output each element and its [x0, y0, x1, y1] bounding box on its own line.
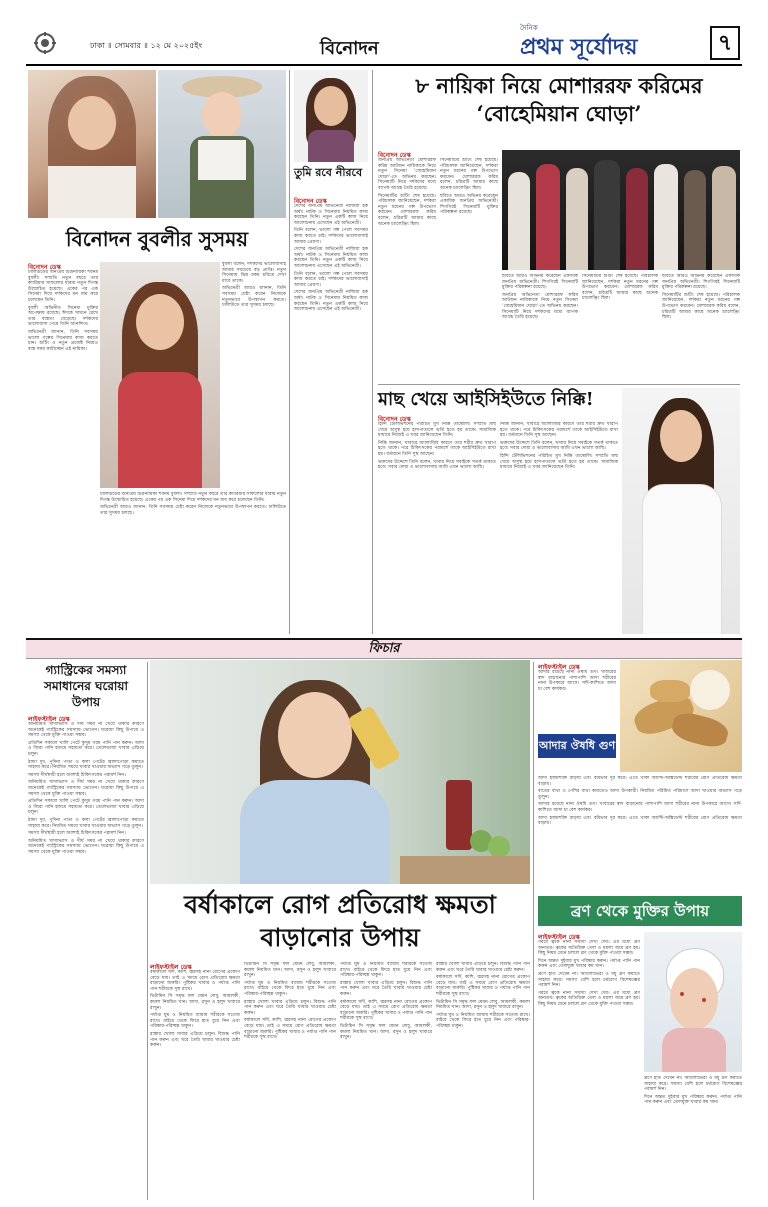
bubly-body-col3 [100, 492, 286, 634]
ginger-paragraph: বাতের ব্যথা ও পেশির ব্যথা কমাতেও আদা উপকারী। নিয়মিত পরিমিত পরিমাণে আদা খাওয়ার অভ্যাস গড়ে তুলুন। [538, 789, 742, 800]
article-divider [378, 384, 740, 385]
column-divider [372, 70, 373, 634]
bubly-headline-box [28, 222, 286, 262]
ginger-paragraph: আদার রয়েছে নানা ঔষধি গুণ। খাবারের স্বাদ বাড়ানোর পাশাপাশি আদা শরীরের নানা উপকারে আসে। সর্দি-কাশিতে আদা চা বেশ কার্যকর। [538, 802, 742, 813]
column-divider [147, 662, 148, 1200]
tumi-robe-headline: তুমি রবে নীরবে [294, 166, 363, 179]
monsoon-paragraph: ভিটামিন সি সমৃদ্ধ ফল যেমন লেবু, আমলকী, কমলা নিয়মিত খান। আদা, রসুন ও হলুদ খাবারে রাখুন। [244, 962, 336, 979]
ginger-body [538, 776, 742, 888]
monsoon-paragraph: রাস্তার খোলা খাবার এড়িয়ে চলুন। বিশুদ্ধ পানি পান করুন এবং ঘরে তৈরি খাবার খাওয়ার চেষ্টা করুন। [340, 980, 432, 997]
tumi-robe-paragraph: দেশের জনপ্রিয় অভিনেত্রী নাজিয়া হক অর্ষা। নাটক ও সিনেমায় নিয়মিত কাজ করছেন তিনি। নতুন একটি কাজ নিয়ে আলোচনায় এসেছেন এই অভিনেত্রী। [294, 290, 368, 313]
bubly-photo-2 [158, 70, 286, 218]
bubly-headline: বিনোদন বুবলীর সুসময় [65, 227, 249, 251]
bohemian-paragraph: ছবিতে আরও অভিনয় করেছেন একাধিক জনপ্রিয় অভিনেত্রী। শিগগিরই সিনেমাটি মুক্তির পরিকল্পনা রয়েছে। [502, 274, 578, 291]
bubly-photo-3 [100, 262, 220, 488]
gastric-paragraph: ঠান্ডা দুধ, পুদিনা পাতা ও কলা পেটের জ্বালাপোড়া কমাতে সাহায্য করে। নিয়মিত সময়ে খাবার খাওয়ার অভ্যাস গড়ে তুলুন। [28, 817, 144, 829]
acne-paragraph: দিনে অন্তত দুইবার মুখ পরিষ্কার করুন। পর্যাপ্ত পানি পান করুন এবং তেলযুক্ত খাবার কম খান। [644, 1094, 742, 1106]
acne-headline-box [538, 896, 742, 926]
ginger-headline-box [538, 734, 616, 758]
bohemian-paragraph: জনপ্রিয় অভিনেতা মোশাররফ করিম আটজন নায়িকাকে নিয়ে নতুন সিনেমা ‘বোহেমিয়ান ঘোড়া’-তে অভিনয় করছেন। সিনেমাটি নিয়ে দর্শকদের মধ্যে ব্যাপক আগ্রহ তৈরি হয়েছে। [502, 292, 578, 321]
monsoon-paragraph: রাস্তার খোলা খাবার এড়িয়ে চলুন। বিশুদ্ধ পানি পান করুন এবং ঘরে তৈরি খাবার খাওয়ার চেষ্টা করুন। [244, 999, 336, 1016]
acne-headline: ব্রণ থেকে মুক্তির উপায় [570, 902, 710, 920]
gastric-body [28, 722, 144, 1200]
bohemian-paragraph: জনপ্রিয় অভিনেতা মোশাররফ করিম আটজন নায়িকাকে নিয়ে নতুন সিনেমা ‘বোহেমিয়ান ঘোড়া’-তে অভিনয় করছেন। সিনেমাটি নিয়ে দর্শকদের মধ্যে ব্যাপক আগ্রহ তৈরি হয়েছে। [378, 158, 436, 191]
tumi-robe-paragraph: দেশের জনপ্রিয় অভিনেত্রী নাজিয়া হক অর্ষা। নাটক ও সিনেমায় নিয়মিত কাজ করছেন তিনি। নতুন একটি কাজ নিয়ে আলোচনায় এসেছেন এই অভিনেত্রী। [294, 247, 368, 269]
tumi-robe-body [294, 204, 368, 634]
monsoon-paragraph: পর্যাপ্ত ঘুম ও নিয়মিত ব্যায়াম শরীরকে সতেজ রাখে। বাইরে থেকে ফিরে হাত ধুয়ে নিন এবং পরিষ্কার-পরিচ্ছন্ন থাকুন। [150, 1013, 240, 1030]
acne-body-col1 [538, 940, 640, 1200]
monsoon-paragraph: পর্যাপ্ত ঘুম ও নিয়মিত ব্যায়াম শরীরকে সতেজ রাখে। বাইরে থেকে ফিরে হাত ধুয়ে নিন এবং পরিষ্কার-পরিচ্ছন্ন থাকুন। [244, 980, 336, 997]
bohemian-byline: বিনোদন ডেস্ক [378, 152, 411, 159]
bubly-body-col2 [222, 262, 286, 488]
monsoon-body-col2 [244, 962, 336, 1200]
nikki-headline: মাছ খেয়ে আইসিইউতে নিক্কি! [378, 389, 594, 410]
bubly-body-col1 [28, 270, 98, 635]
monsoon-body-col4 [436, 962, 530, 1200]
header-divider [26, 64, 742, 66]
section-emblem-icon [34, 32, 56, 54]
bohemian-body-col2 [440, 158, 498, 380]
acne-byline: লাইফস্টাইল ডেস্ক [538, 934, 580, 941]
monsoon-paragraph: বর্ষাকালে সর্দি, কাশি, জ্বরসহ নানা রোগের প্রকোপ বেড়ে যায়। তাই এ সময়ে রোগ প্রতিরোধ ক্ষমতা বাড়ানো জরুরি। পুষ্টিকর খাবার ও পর্যাপ্ত পানি পান শরীরকে সুস্থ রাখে। [244, 1018, 336, 1041]
monsoon-byline: লাইফস্টাইল ডেস্ক [150, 964, 192, 971]
bubly-byline: বিনোদন ডেস্ক [28, 264, 61, 271]
bohemian-paragraph: সিনেমাটির শুটিং শেষ হয়েছে। পরিচালক জানিয়েছেন, দর্শকরা নতুন ধরনের গল্প উপভোগ করবেন। মোশাররফ করিম বলেন, চরিত্রটি আমার কাছে অনেক চ্যালেঞ্জিং ছিল। [582, 274, 658, 302]
monsoon-headline: বর্ষাকালে রোগ প্রতিরোধ ক্ষমতা বাড়ানোর উপায় [184, 890, 496, 952]
acne-photo [644, 932, 742, 1072]
ginger-paragraph: আদা হজমশক্তি বাড়ায় এবং বমিভাব দূর করে। এতে থাকা অ্যান্টি-অক্সিডেন্ট শরীরের রোগ প্রতিরোধ ক্ষমতা বাড়ায়। [538, 776, 742, 787]
ginger-headline: আদার ঔষধি গুণ [538, 739, 616, 752]
ginger-photo [620, 660, 742, 772]
masthead-tagline: দৈনিক [520, 24, 538, 32]
masthead-name: প্রথম সূর্যোদয় [520, 34, 638, 60]
nikki-body-col2 [500, 422, 618, 634]
feature-section-label: ফিচার [368, 641, 400, 656]
tumi-robe-byline: বিনোদন ডেস্ক [294, 198, 327, 205]
bohemian-paragraph: ছবিতে আরও অভিনয় করেছেন একাধিক জনপ্রিয় অভিনেত্রী। শিগগিরই সিনেমাটি মুক্তির পরিকল্পনা রয়েছে। [662, 274, 740, 291]
monsoon-paragraph: বর্ষাকালে সর্দি, কাশি, জ্বরসহ নানা রোগের প্রকোপ বেড়ে যায়। তাই এ সময়ে রোগ প্রতিরোধ ক্ষমতা বাড়ানো জরুরি। পুষ্টিকর খাবার ও পর্যাপ্ত পানি পান শরীরকে সুস্থ রাখে। [436, 975, 530, 997]
bohemian-body-col4 [582, 274, 658, 380]
bubly-paragraph: বুবলী অভিনীত সিনেমা মুক্তির অপেক্ষায় রয়েছে। ঈদকে সামনে রেখে তার ব্যস্ততা বেড়েছে। দর্শকদের ভালোবাসা পেয়ে তিনি আনন্দিত। [28, 305, 98, 328]
column-divider [289, 70, 290, 634]
bohemian-body-col1 [378, 158, 436, 380]
bubly-photo-1 [28, 70, 156, 218]
nikki-body-col1 [378, 422, 496, 634]
ginger-byline: লাইফস্টাইল ডেস্ক [538, 664, 580, 671]
monsoon-paragraph: ভিটামিন সি সমৃদ্ধ ফল যেমন লেবু, আমলকী, কমলা নিয়মিত খান। আদা, রসুন ও হলুদ খাবারে রাখুন। [340, 1023, 432, 1041]
page-number-value: ৭ [717, 30, 733, 56]
acne-body-col2 [644, 1076, 742, 1200]
tumi-robe-paragraph: তিনি বলেন, ভালো গল্প পেলে সবসময় কাজ করতে চাই। দর্শকদের ভালোবাসাই আমার প্রেরণা। [294, 228, 368, 245]
acne-paragraph: ব্রণে হাত দেবেন না। অ্যালোভেরা ও মধু ব্রণ কমাতে সাহায্য করে। সমস্যা বেশি হলে চর্মরোগ বিশেষজ্ঞের পরামর্শ নিন। [538, 971, 640, 989]
tumi-robe-paragraph: তিনি বলেন, ভালো গল্প পেলে সবসময় কাজ করতে চাই। দর্শকদের ভালোবাসাই আমার প্রেরণা। [294, 271, 368, 288]
ginger-paragraph: আদার রয়েছে নানা ঔষধি গুণ। খাবারের স্বাদ বাড়ানোর পাশাপাশি আদা শরীরের নানা উপকারে আসে। সর্দি-কাশিতে আদা চা বেশ কার্যকর। [538, 670, 616, 692]
monsoon-paragraph: পর্যাপ্ত ঘুম ও নিয়মিত ব্যায়াম শরীরকে সতেজ রাখে। বাইরে থেকে ফিরে হাত ধুয়ে নিন এবং পরিষ্কার-পরিচ্ছন্ন থাকুন। [436, 1012, 530, 1029]
gastric-paragraph: ঠান্ডা দুধ, পুদিনা পাতা ও কলা পেটের জ্বালাপোড়া কমাতে সাহায্য করে। নিয়মিত সময়ে খাবার খাওয়ার অভ্যাস গড়ে তুলুন। [28, 759, 144, 771]
gastric-paragraph: অনিয়মিত খাদ্যাভ্যাস ও দীর্ঘ সময় না খেয়ে থাকার কারণে অনেকেই গ্যাস্ট্রিকের সমস্যায় ভোগেন। ঘরোয়া কিছু উপায়ে এ সমস্যা থেকে মুক্তি পাওয়া সম্ভব। [28, 722, 144, 739]
bohemian-cast-photo [502, 150, 740, 270]
gastric-paragraph: প্রতিদিন সকালে খালি পেটে কুসুম গরম পানি পান করুন। আদা ও জিরা পানি হজমে সহায়তা করে। তেলেভাজা খাবার এড়িয়ে চলুন। [28, 799, 144, 816]
date-line: ঢাকা ॥ সোমবার ॥ ১২ মে ২০২৫ইং [90, 41, 203, 50]
monsoon-paragraph: পর্যাপ্ত ঘুম ও নিয়মিত ব্যায়াম শরীরকে সতেজ রাখে। বাইরে থেকে ফিরে হাত ধুয়ে নিন এবং পরিষ্কার-পরিচ্ছন্ন থাকুন। [340, 962, 432, 979]
bohemian-paragraph: সিনেমাটির শুটিং শেষ হয়েছে। পরিচালক জানিয়েছেন, দর্শকরা নতুন ধরনের গল্প উপভোগ করবেন। মোশাররফ করিম বলেন, চরিত্রটি আমার কাছে অনেক চ্যালেঞ্জিং ছিল। [378, 193, 436, 227]
nikki-photo [622, 388, 740, 634]
monsoon-body-col3 [340, 962, 432, 1200]
masthead-logo [520, 22, 700, 62]
bohemian-paragraph: সিনেমাটির শুটিং শেষ হয়েছে। পরিচালক জানিয়েছেন, দর্শকরা নতুন ধরনের গল্প উপভোগ করবেন। মোশাররফ করিম বলেন, চরিত্রটি আমার কাছে অনেক চ্যালেঞ্জিং ছিল। [662, 292, 740, 321]
gastric-paragraph: সমস্যা দীর্ঘস্থায়ী হলে অবশ্যই চিকিৎসকের পরামর্শ নিন। [28, 831, 126, 837]
acne-paragraph: ব্রণে হাত দেবেন না। অ্যালোভেরা ও মধু ব্রণ কমাতে সাহায্য করে। সমস্যা বেশি হলে চর্মরোগ বিশেষজ্ঞের পরামর্শ নিন। [644, 1076, 742, 1093]
gastric-headline: গ্যাস্ট্রিকের সমস্যা সমাধানের ঘরোয়া উপায় [44, 663, 128, 709]
bubly-paragraph: ঢালিউডের জনপ্রিয় চিত্রনায়িকা শবনম বুবলী। সম্প্রতি নতুন বছরে তার ক্যারিয়ার সাফল্যের ধারায় নতুন দিগন্ত উন্মোচিত হয়েছে। একের পর এক সিনেমা দিয়ে দর্শকদের মন জয় করে চলেছেন তিনি। [28, 270, 98, 303]
nikki-paragraph: ভক্তদের উদ্দেশে তিনি বলেন, খাবার নিয়ে সবাইকে সতর্ক থাকতে হবে। সবার দোয়া ও ভালোবাসায় আমি এখন ভালো আছি। [500, 440, 618, 452]
acne-paragraph: গরমে ত্বকে নানা সমস্যা দেখা দেয়। এর মধ্যে ব্রণ অন্যতম। ত্বকের অতিরিক্ত তেল ও ময়লা জমে ব্রণ হয়। কিছু নিয়ম মেনে চললে ব্রণ থেকে মুক্তি পাওয়া সম্ভব। [538, 990, 640, 1007]
bohemian-paragraph: সিনেমাটির শুটিং শেষ হয়েছে। পরিচালক জানিয়েছেন, দর্শকরা নতুন ধরনের গল্প উপভোগ করবেন। মোশাররফ করিম বলেন, চরিত্রটি আমার কাছে অনেক চ্যালেঞ্জিং ছিল। [440, 158, 498, 191]
monsoon-paragraph: রাস্তার খোলা খাবার এড়িয়ে চলুন। বিশুদ্ধ পানি পান করুন এবং ঘরে তৈরি খাবার খাওয়ার চেষ্টা করুন। [436, 962, 530, 973]
nikki-paragraph: ভক্তদের উদ্দেশে তিনি বলেন, খাবার নিয়ে সবাইকে সতর্ক থাকতে হবে। সবার দোয়া ও ভালোবাসায় আমি এখন ভালো আছি। [378, 459, 496, 471]
bubly-paragraph: অভিনেত্রী আরও জানান, তিনি সবসময় চেষ্টা করেন নিজেকে নতুনভাবে উপস্থাপন করতে। ঢালিউডে তার সুসময় চলছে। [100, 505, 286, 516]
gastric-paragraph: সমস্যা দীর্ঘস্থায়ী হলে অবশ্যই চিকিৎসকের পরামর্শ নিন। [28, 772, 126, 778]
feature-section-band [26, 638, 742, 659]
monsoon-photo [150, 660, 530, 884]
page-number [710, 26, 740, 60]
gastric-paragraph: প্রতিদিন সকালে খালি পেটে কুসুম গরম পানি পান করুন। আদা ও জিরা পানি হজমে সহায়তা করে। তেলেভাজা খাবার এড়িয়ে চলুন। [28, 740, 144, 757]
bubly-paragraph: অভিনেত্রী জানান, তিনি সবসময় ভালো গল্পের সিনেমায় কাজ করতে চান। শুটিং ও নতুন প্রজেক্ট নিয়েও ব্যস্ত সময় কাটাচ্ছেন এই নায়িকা। [28, 329, 98, 352]
section-title: বিনোদন [320, 38, 379, 59]
monsoon-paragraph: বর্ষাকালে সর্দি, কাশি, জ্বরসহ নানা রোগের প্রকোপ বেড়ে যায়। তাই এ সময়ে রোগ প্রতিরোধ ক্ষমতা বাড়ানো জরুরি। পুষ্টিকর খাবার ও পর্যাপ্ত পানি পান শরীরকে সুস্থ রাখে। [340, 999, 432, 1022]
acne-paragraph: গরমে ত্বকে নানা সমস্যা দেখা দেয়। এর মধ্যে ব্রণ অন্যতম। ত্বকের অতিরিক্ত তেল ও ময়লা জমে ব্রণ হয়। কিছু নিয়ম মেনে চললে ব্রণ থেকে মুক্তি পাওয়া সম্ভব। [538, 940, 640, 957]
nikki-paragraph: নিক্কি জানান, খাবারে অ্যালার্জির কারণে তার শরীর দ্রুত খারাপ হতে থাকে। পরে চিকিৎসকের পরামর্শে তাকে আইসিইউতে রাখা হয়। বর্তমানে তিনি সুস্থ আছেন। [378, 440, 496, 457]
bubly-paragraph: ঢালিউডের জনপ্রিয় চিত্রনায়িকা শবনম বুবলী। সম্প্রতি নতুন বছরে তার ক্যারিয়ার সাফল্যের ধারায় নতুন দিগন্ত উন্মোচিত হয়েছে। একের পর এক সিনেমা দিয়ে দর্শকদের মন জয় করে চলেছেন তিনি। [100, 492, 286, 503]
acne-paragraph: দিনে অন্তত দুইবার মুখ পরিষ্কার করুন। পর্যাপ্ত পানি পান করুন এবং তেলযুক্ত খাবার কম খান। [538, 958, 640, 970]
monsoon-paragraph: ভিটামিন সি সমৃদ্ধ ফল যেমন লেবু, আমলকী, কমলা নিয়মিত খান। আদা, রসুন ও হলুদ খাবারে রাখুন। [436, 999, 530, 1011]
ginger-paragraph: আদা হজমশক্তি বাড়ায় এবং বমিভাব দূর করে। এতে থাকা অ্যান্টি-অক্সিডেন্ট শরীরের রোগ প্রতিরোধ ক্ষমতা বাড়ায়। [538, 815, 742, 827]
monsoon-paragraph: রাস্তার খোলা খাবার এড়িয়ে চলুন। বিশুদ্ধ পানি পান করুন এবং ঘরে তৈরি খাবার খাওয়ার চেষ্টা করুন। [150, 1031, 240, 1049]
monsoon-body-col1 [150, 970, 240, 1200]
page-header [0, 0, 768, 64]
gastric-paragraph: অনিয়মিত খাদ্যাভ্যাস ও দীর্ঘ সময় না খেয়ে থাকার কারণে অনেকেই গ্যাস্ট্রিকের সমস্যায় ভোগেন। ঘরোয়া কিছু উপায়ে এ সমস্যা থেকে মুক্তি পাওয়া সম্ভব। [28, 780, 144, 797]
nikki-paragraph: হিন্দি টেলিভিশনের পরিচিত মুখ নিক্কি তাম্বোলি। সম্প্রতি মাছ খেয়ে অসুস্থ হয়ে হাসপাতালে ভর্তি হতে হয় তাকে। সামাজিক মাধ্যমে নিজেই এ খবর জানিয়েছেন তিনি। [500, 453, 618, 471]
bohemian-body-col3 [502, 274, 578, 380]
bohemian-body-col5 [662, 274, 740, 380]
nikki-paragraph: নিক্কি জানান, খাবারে অ্যালার্জির কারণে তার শরীর দ্রুত খারাপ হতে থাকে। পরে চিকিৎসকের পরামর্শে তাকে আইসিইউতে রাখা হয়। বর্তমানে তিনি সুস্থ আছেন। [500, 422, 618, 439]
monsoon-paragraph: ভিটামিন সি সমৃদ্ধ ফল যেমন লেবু, আমলকী, কমলা নিয়মিত খান। আদা, রসুন ও হলুদ খাবারে রাখুন। [150, 994, 240, 1011]
nikki-paragraph: হিন্দি টেলিভিশনের পরিচিত মুখ নিক্কি তাম্বোলি। সম্প্রতি মাছ খেয়ে অসুস্থ হয়ে হাসপাতালে ভর্তি হতে হয় তাকে। সামাজিক মাধ্যমে নিজেই এ খবর জানিয়েছেন তিনি। [378, 422, 496, 439]
bubly-paragraph: অভিনেত্রী আরও জানান, তিনি সবসময় চেষ্টা করেন নিজেকে নতুনভাবে উপস্থাপন করতে। ঢালিউডে তার সুসময় চলছে। [222, 286, 286, 309]
bubly-paragraph: বুবলী বলেন, দর্শকদের ভালোবাসাই আমার সবচেয়ে বড় প্রাপ্তি। নতুন সিনেমায় ভিন্ন রকম চরিত্রে দেখা যাবে তাকে। [222, 262, 286, 284]
column-divider [533, 662, 534, 1200]
nikki-byline: বিনোদন ডেস্ক [378, 416, 411, 423]
tumi-robe-paragraph: দেশের জনপ্রিয় অভিনেত্রী নাজিয়া হক অর্ষা। নাটক ও সিনেমায় নিয়মিত কাজ করছেন তিনি। নতুন একটি কাজ নিয়ে আলোচনায় এসেছেন এই অভিনেত্রী। [294, 204, 368, 226]
bohemian-headline: ৮ নায়িকা নিয়ে মোশাররফ করিমের ‘বোহেমিয়ান ঘোড়া’ [415, 73, 703, 126]
tumi-robe-photo [294, 70, 368, 162]
bohemian-paragraph: ছবিতে আরও অভিনয় করেছেন একাধিক জনপ্রিয় অভিনেত্রী। শিগগিরই সিনেমাটি মুক্তির পরিকল্পনা রয়েছে। [440, 193, 498, 216]
monsoon-paragraph: বর্ষাকালে সর্দি, কাশি, জ্বরসহ নানা রোগের প্রকোপ বেড়ে যায়। তাই এ সময়ে রোগ প্রতিরোধ ক্ষমতা বাড়ানো জরুরি। পুষ্টিকর খাবার ও পর্যাপ্ত পানি পান শরীরকে সুস্থ রাখে। [150, 970, 240, 992]
gastric-paragraph: অনিয়মিত খাদ্যাভ্যাস ও দীর্ঘ সময় না খেয়ে থাকার কারণে অনেকেই গ্যাস্ট্রিকের সমস্যায় ভোগেন। ঘরোয়া কিছু উপায়ে এ সমস্যা থেকে মুক্তি পাওয়া সম্ভব। [28, 838, 144, 855]
gastric-byline: লাইফস্টাইল ডেস্ক [28, 716, 70, 723]
